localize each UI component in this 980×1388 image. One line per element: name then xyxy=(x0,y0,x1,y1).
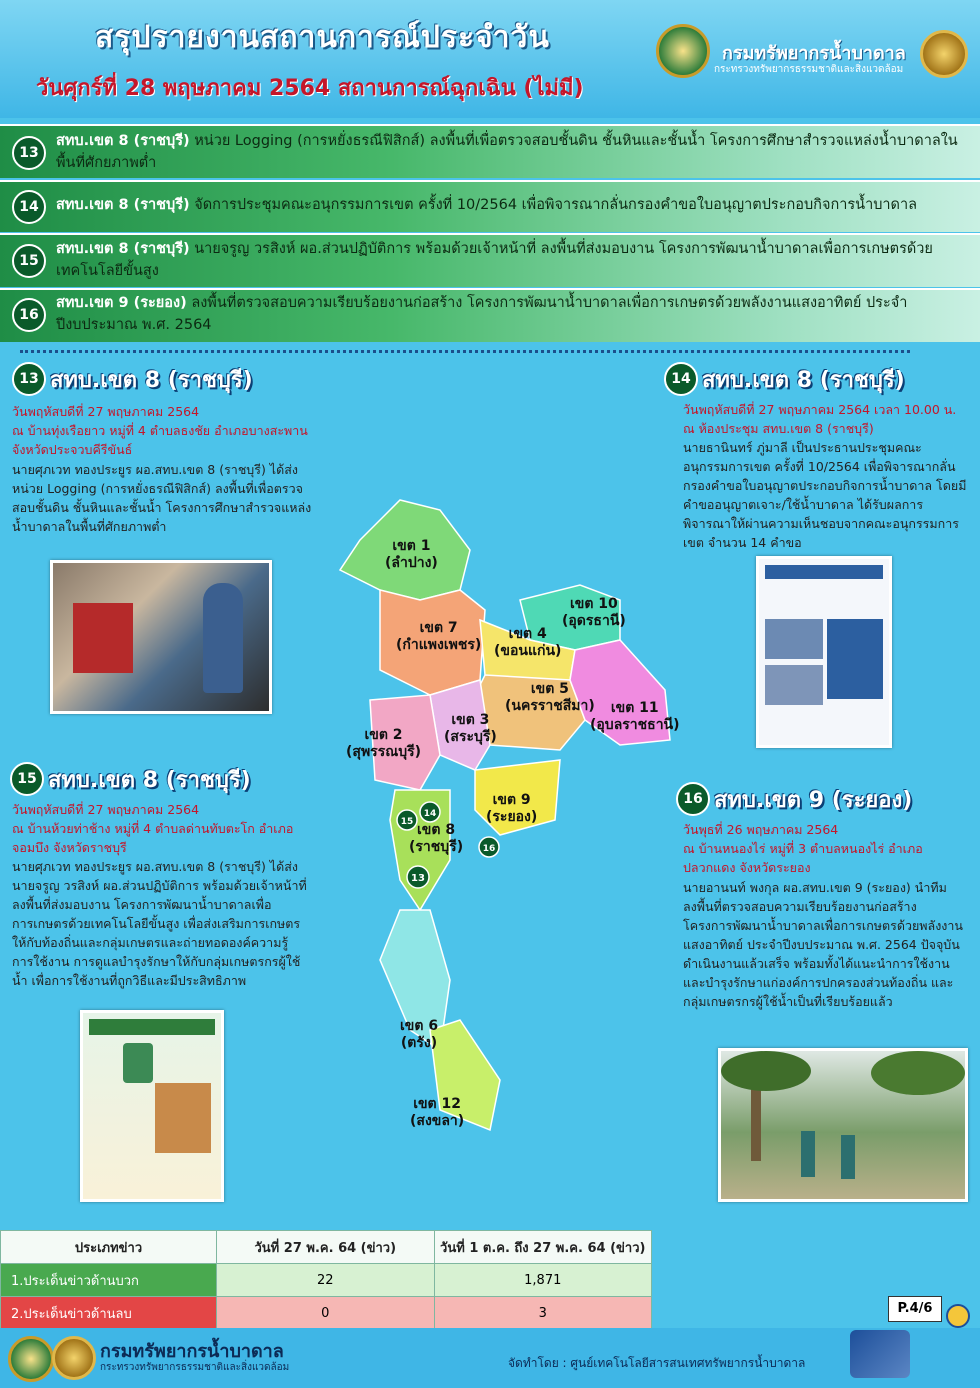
map-marker-14 xyxy=(420,802,440,822)
page-number: P.4/6 xyxy=(888,1296,942,1322)
map-label-region-12: เขต 12 (สงขลา) xyxy=(410,1096,465,1129)
svg-text:16: 16 xyxy=(482,844,496,854)
map-label-region-4: เขต 4 (ขอนแก่น) xyxy=(494,626,562,659)
section-date: วันพฤหัสบดีที่ 27 พฤษภาคม 2564 xyxy=(12,404,200,419)
poster-photo-shape xyxy=(155,1083,211,1153)
org-name: กรมทรัพยากรน้ำบาดาล xyxy=(722,43,906,64)
row-total-count: 3 xyxy=(434,1297,652,1330)
equipment-shape xyxy=(73,603,133,673)
map-label-region-2: เขต 2 (สุพรรณบุรี) xyxy=(346,727,422,760)
row-day-count: 22 xyxy=(217,1264,434,1297)
row-total-count: 1,871 xyxy=(434,1264,652,1297)
summary-text xyxy=(56,292,971,336)
summary-office: สทบ.เขต 8 (ราชบุรี) xyxy=(56,133,190,149)
summary-office: สทบ.เขต 8 (ราชบุรี) xyxy=(56,197,190,213)
section-body: นายศุภเวท ทองประยูร ผอ.สทบ.เขต 8 (ราชบุรี) ได้ส่งนายจรูญ วรสิงห์ ผอ.ส่วนปฏิบัติการ พร้อมด้วยเจ้าหน้าที่ ลงพื้นที่ส่งมอบงาน โครงการพัฒนาน้ำบาดาลเพื่อการเกษตรด้วยเทคโนโลยีขั้นสูง เพื่อส่งเสริมการเกษตร ให้กับท้องถิ่นและกลุ่มเกษตรและถ่ายทอดองค์ความรู้การใช้งาน การดูแลบำรุงรักษาให้กับกลุ่มเกษตรกรผู้ใช้น้ำ เพื่อการใช้งานที่ถูกวิธีและมีประสิทธิภาพ xyxy=(12,859,307,988)
section-badge: 14 xyxy=(664,362,698,396)
page-subtitle: วันศุกร์ที่ 28 พฤษภาคม 2564 สถานการณ์ฉุกเฉิน (ไม่มี) xyxy=(36,76,584,101)
summary-detail: จัดการประชุมคณะอนุกรรมการเขต ครั้งที่ 10/2564 เพื่อพิจารณากลั่นกรองคำขอใบอนุญาตประกอบกิจการน้ำบาดาล xyxy=(194,197,917,213)
dgr-logo-icon xyxy=(8,1336,54,1382)
section-title: สทบ.เขต 8 (ราชบุรี) xyxy=(50,368,253,393)
solar-site-photo xyxy=(718,1048,968,1202)
map-marker-16 xyxy=(479,837,499,857)
palm-leaves-shape xyxy=(871,1051,965,1095)
map-label-region-7: เขต 7 (กำแพงเพชร) xyxy=(396,620,482,653)
section-place: ณ บ้านห้วยท่าช้าง หมู่ที่ 4 ตำบลด่านทับตะโก อำเภอจอมบึง จังหวัดราชบุรี xyxy=(12,821,294,855)
svg-text:15: 15 xyxy=(400,817,414,827)
summary-text xyxy=(56,194,971,216)
person-shape xyxy=(841,1135,855,1179)
table-header: ประเภทข่าว xyxy=(1,1231,217,1264)
poster-photo-shape xyxy=(765,619,823,659)
map-label-region-11: เขต 11 (อุบลราชธานี) xyxy=(590,700,680,733)
section-badge: 15 xyxy=(10,762,44,796)
poster-photo-shape xyxy=(765,665,823,705)
poster-header-bar xyxy=(765,565,883,579)
row-label: 2.ประเด็นข่าวด้านลบ xyxy=(1,1297,217,1330)
svg-text:14: 14 xyxy=(423,809,437,819)
map-label-region-10: เขต 10 (อุดรธานี) xyxy=(562,596,626,629)
section-date: วันพฤหัสบดีที่ 27 พฤษภาคม 2564 เวลา 10.00 น. xyxy=(683,402,957,417)
poster-panel-shape xyxy=(827,619,883,699)
summary-detail: นายจรูญ วรสิงห์ ผอ.ส่วนปฏิบัติการ พร้อมด้วยเจ้าหน้าที่ ลงพื้นที่ส่งมอบงาน โครงการพัฒนาน้ำบาดาลเพื่อการเกษตรด้วยเทคโนโลยีขั้นสูง xyxy=(56,241,933,279)
poster-header-bar xyxy=(89,1019,215,1035)
section-body: นายธานินทร์ ภู่มาลี เป็นประธานประชุมคณะอนุกรรมการเขต ครั้งที่ 10/2564 เพื่อพิจารณากลั่นกรองคำขอใบอนุญาตประกอบกิจการน้ำบาดาล โดยมีคำขออนุญาตเจาะ/ใช้น้ำบาดาล ได้รับผลการพิจารณาให้ผ่านความเห็นชอบจากคณะอนุกรรมการเขต จำนวน 14 คำขอ xyxy=(683,440,967,550)
section-place: ณ ห้องประชุม สทบ.เขต 8 (ราชบุรี) xyxy=(683,421,874,436)
dgr-logo-icon xyxy=(656,24,710,78)
summary-office: สทบ.เขต 8 (ราชบุรี) xyxy=(56,241,190,257)
section-title: สทบ.เขต 9 (ระยอง) xyxy=(714,788,913,813)
map-label-region-9: เขต 9 (ระยอง) xyxy=(486,792,538,825)
svg-text:13: 13 xyxy=(411,873,425,884)
logging-photo xyxy=(50,560,272,714)
ministry-emblem-icon xyxy=(920,30,968,78)
footer-org-name: กรมทรัพยากรน้ำบาดาล xyxy=(100,1341,284,1362)
table-header: วันที่ 27 พ.ค. 64 (ข่าว) xyxy=(217,1231,434,1264)
map-label-region-5: เขต 5 (นครราชสีมา) xyxy=(505,681,595,714)
summary-number: 13 xyxy=(12,136,46,170)
section-title: สทบ.เขต 8 (ราชบุรี) xyxy=(702,368,905,393)
row-day-count: 0 xyxy=(217,1297,434,1330)
drilling-truck-icon xyxy=(850,1330,910,1378)
ministry-emblem-icon xyxy=(52,1336,96,1380)
org-subtitle: กระทรวงทรัพยากรธรรมชาติและสิ่งแวดล้อม xyxy=(714,64,904,75)
row-label: 1.ประเด็นข่าวด้านบวก xyxy=(1,1264,217,1297)
map-label-region-6: เขต 6 (ตรัง) xyxy=(400,1018,439,1051)
summary-text xyxy=(56,238,971,282)
person-shape xyxy=(801,1131,815,1177)
section-date: วันพุธที่ 26 พฤษภาคม 2564 xyxy=(683,822,839,837)
section-badge: 13 xyxy=(12,362,46,396)
summary-detail: หน่วย Logging (การหยั่งธรณีฟิสิกส์) ลงพื้นที่เพื่อตรวจสอบชั้นดิน ชั้นหินและชั้นน้ำ โครงการศึกษาสำรวจแหล่งน้ำบาดาลในพื้นที่ศักยภาพต่ำ xyxy=(56,133,958,171)
news-stats-table xyxy=(0,1230,652,1330)
section-body: นายอานนท์ พงกุล ผอ.สทบ.เขต 9 (ระยอง) นำทีมลงพื้นที่ตรวจสอบความเรียบร้อยงานก่อสร้าง โครงการพัฒนาน้ำบาดาลเพื่อการเกษตรด้วยพลังงานแสงอาทิตย์ ประจำปีงบประมาณ พ.ศ. 2564 ปัจจุบันดำเนินงานแล้วเสร็จ พร้อมทั้งได้แนะนำการใช้งาน และบำรุงรักษาแก่องค์การปกครองส่วนท้องถิ่น และกลุ่มเกษตรกรผู้ใช้น้ำเป็นที่เรียบร้อยแล้ว xyxy=(683,880,963,1009)
map-label-region-1: เขต 1 (ลำปาง) xyxy=(385,538,438,571)
project-poster xyxy=(80,1010,224,1202)
section-title: สทบ.เขต 8 (ราชบุรี) xyxy=(48,768,251,793)
map-label-region-8: เขต 8 (ราชบุรี) xyxy=(409,822,464,855)
footer-credit: จัดทำโดย : ศูนย์เทคโนโลยีสารสนเทศทรัพยากรน้ำบาดาล xyxy=(508,1356,806,1370)
map-label-region-3: เขต 3 (สระบุรี) xyxy=(444,712,497,745)
summary-detail: ลงพื้นที่ตรวจสอบความเรียบร้อยงานก่อสร้าง โครงการพัฒนาน้ำบาดาลเพื่อการเกษตรด้วยพลังงานแสงอาทิตย์ ประจำปีงบประมาณ พ.ศ. 2564 xyxy=(56,295,908,333)
summary-number: 16 xyxy=(12,298,46,332)
summary-number: 14 xyxy=(12,190,46,224)
table-row xyxy=(1,1264,652,1297)
table-header: วันที่ 1 ต.ค. ถึง 27 พ.ค. 64 (ข่าว) xyxy=(434,1231,652,1264)
section-place: ณ บ้านทุ่งเรือยาว หมู่ที่ 4 ตำบลธงชัย อำเภอบางสะพาน จังหวัดประจวบคีรีขันธ์ xyxy=(12,423,308,457)
water-tank-shape xyxy=(123,1043,153,1083)
section-badge: 16 xyxy=(676,782,710,816)
map-marker-13 xyxy=(407,866,429,888)
summary-office: สทบ.เขต 9 (ระยอง) xyxy=(56,295,187,311)
palm-leaves-shape xyxy=(721,1051,811,1091)
section-date: วันพฤหัสบดีที่ 27 พฤษภาคม 2564 xyxy=(12,802,200,817)
divider xyxy=(20,350,910,353)
person-shape xyxy=(203,583,243,693)
section-body: นายศุภเวท ทองประยูร ผอ.สทบ.เขต 8 (ราชบุรี) ได้ส่งหน่วย Logging (การหยั่งธรณีฟิสิกส์) ลงพื้นที่เพื่อตรวจสอบชั้นดิน ชั้นหินและชั้นน้ำ โครงการศึกษาสำรวจแหล่งน้ำบาดาลในพื้นที่ศักยภาพต่ำ xyxy=(12,462,312,534)
section-place: ณ บ้านหนองไร่ หมู่ที่ 3 ตำบลหนองไร่ อำเภอปลวกแดง จังหวัดระยอง xyxy=(683,841,923,875)
map-pin-icon xyxy=(946,1304,970,1328)
meeting-poster xyxy=(756,556,892,748)
summary-text xyxy=(56,130,971,174)
table-row xyxy=(1,1297,652,1330)
summary-number: 15 xyxy=(12,244,46,278)
page-title: สรุปรายงานสถานการณ์ประจำวัน xyxy=(95,20,550,55)
footer-org-subtitle: กระทรวงทรัพยากรธรรมชาติและสิ่งแวดล้อม xyxy=(100,1362,290,1373)
